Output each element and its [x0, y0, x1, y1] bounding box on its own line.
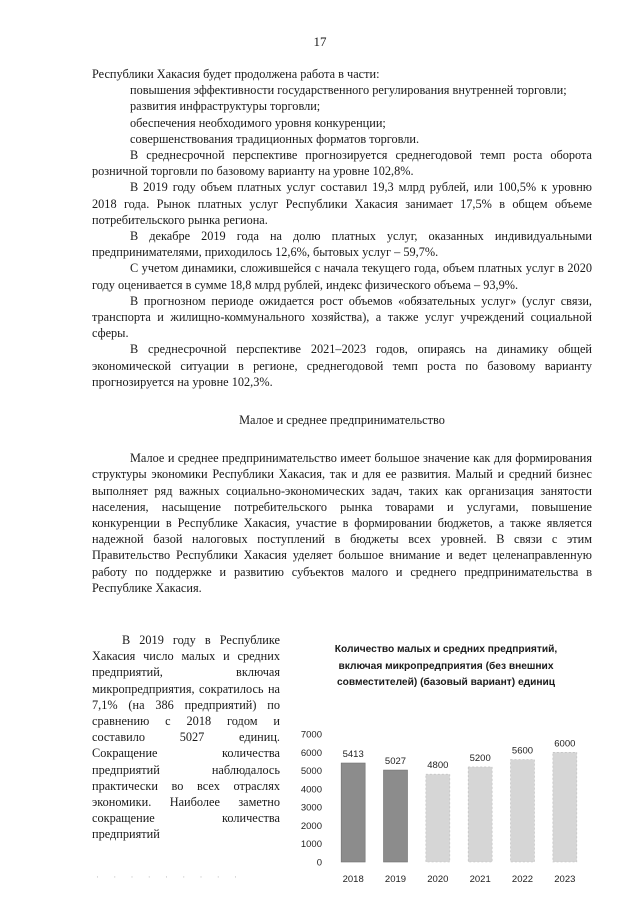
- y-tick-label: 4000: [300, 784, 322, 796]
- body-paragraph: В среднесрочной перспективе прогнозируется среднегодовой темп роста оборота розничной торговли по базовому варианту на уровне 102,8%.: [92, 148, 592, 179]
- body-paragraph: С учетом динамики, сложившейся с начала текущего года, объем платных услуг в 2020 году оценивается в сумме 18,8 млрд рублей, индекс физического объема – 93,9%.: [92, 261, 592, 292]
- body-paragraph: Республики Хакасия будет продолжена работа в части:: [92, 67, 380, 81]
- data-label: 5200: [469, 752, 491, 764]
- page-number: 17: [313, 34, 327, 49]
- bar: [384, 770, 408, 862]
- x-tick-label: 2021: [469, 874, 491, 885]
- body-paragraph: совершенствования традиционных форматов торговли.: [130, 131, 420, 146]
- y-tick-label: 0: [316, 857, 322, 869]
- x-tick-label: 2022: [511, 874, 534, 885]
- body-paragraph: В 2019 году объем платных услуг составил 19,3 млрд рублей, или 100,5% к уровню 2018 года. Рынок платных услуг Республики Хакасия занимает 17,5% в общем объеме потребительского рынка региона.: [92, 180, 592, 227]
- section-heading: Малое и среднее предпринимательство: [239, 413, 445, 428]
- x-tick-label: 2019: [384, 874, 407, 885]
- body-paragraph: В прогнозном периоде ожидается рост объемов «обязательных услуг» (услуг связи, транспорта и жилищно-коммунального хозяйства), а также услуг учреждений социальной сферы.: [92, 293, 592, 341]
- y-tick-label: 7000: [300, 729, 322, 741]
- y-tick-label: 2000: [300, 820, 322, 832]
- data-label: 5413: [342, 749, 364, 761]
- x-tick-label: 2023: [554, 874, 576, 885]
- x-tick-label: 2020: [427, 874, 449, 885]
- bar: [553, 752, 577, 862]
- scan-artifact: · · · · · · · · ·: [96, 872, 243, 882]
- body-paragraph: обеспечения необходимого уровня конкуренции;: [130, 115, 386, 130]
- body-paragraph: развития инфраструктуры торговли;: [130, 99, 321, 114]
- body-paragraph: В декабре 2019 года на долю платных услуг, оказанных индивидуальными предпринимателями, приходилось 12,6%, бытовых услуг – 59,7%.: [92, 229, 592, 260]
- paragraph-list: [92, 66, 592, 390]
- document-body: [92, 66, 592, 596]
- bar: [511, 760, 535, 862]
- y-tick-label: 6000: [300, 747, 322, 759]
- body-paragraph: повышения эффективности государственного регулирования внутренней торговли;: [130, 83, 567, 98]
- bar-chart: [296, 642, 596, 892]
- section-paragraph: Малое и среднее предпринимательство имеет большое значение как для формирования структуры экономики Республики Хакасия, так и для ее развития. Малый и средний бизнес выполняет ряд важных социально-экономических задач, таких как организация занятости населения, насыщение потребительского рынка товарами и услугами, повышение конкуренции в Республике Хакасия, участие в формировании бюджетов, а также является надежной базой налоговых поступлений в бюджеты всех уровней. В связи с этим Правительство Республики Хакасия уделяет большое внимание и ведет целенаправленную работу по поддержке и развитию субъектов малого и среднего предпринимательства в Республике Хакасия.: [92, 451, 592, 595]
- left-column-paragraph: В 2019 году в Республике Хакасия число малых и средних предприятий, включая микропредприятия, сократилось на 7,1% (на 386 предприятий) по сравнению с 2018 годом и составило 5027 единиц. Сокращение количества предприятий наблюдалось практически во всех отраслях экономики. Наиболее заметно сокращение количества предприятий: [92, 633, 280, 842]
- x-tick-label: 2018: [342, 874, 364, 885]
- bar: [341, 763, 365, 862]
- y-tick-label: 3000: [300, 802, 322, 814]
- y-tick-label: 1000: [300, 839, 322, 851]
- data-label: 4800: [427, 760, 449, 772]
- chart-title: Количество малых и средних предприятий, включая микропредприятия (без внешних совместителей) (базовый вариант) единиц: [334, 644, 558, 688]
- left-column-text: [92, 632, 280, 843]
- body-paragraph: В среднесрочной перспективе 2021–2023 годов, опираясь на динамику общей экономической ситуации в регионе, среднегодовой темп роста по базовому варианту прогнозируется на уровне 102,3%.: [92, 342, 592, 389]
- data-label: 5027: [384, 756, 407, 768]
- data-label: 6000: [554, 738, 576, 750]
- y-tick-label: 5000: [300, 766, 322, 778]
- bar: [426, 774, 450, 862]
- bar: [468, 767, 492, 862]
- data-label: 5600: [511, 745, 534, 757]
